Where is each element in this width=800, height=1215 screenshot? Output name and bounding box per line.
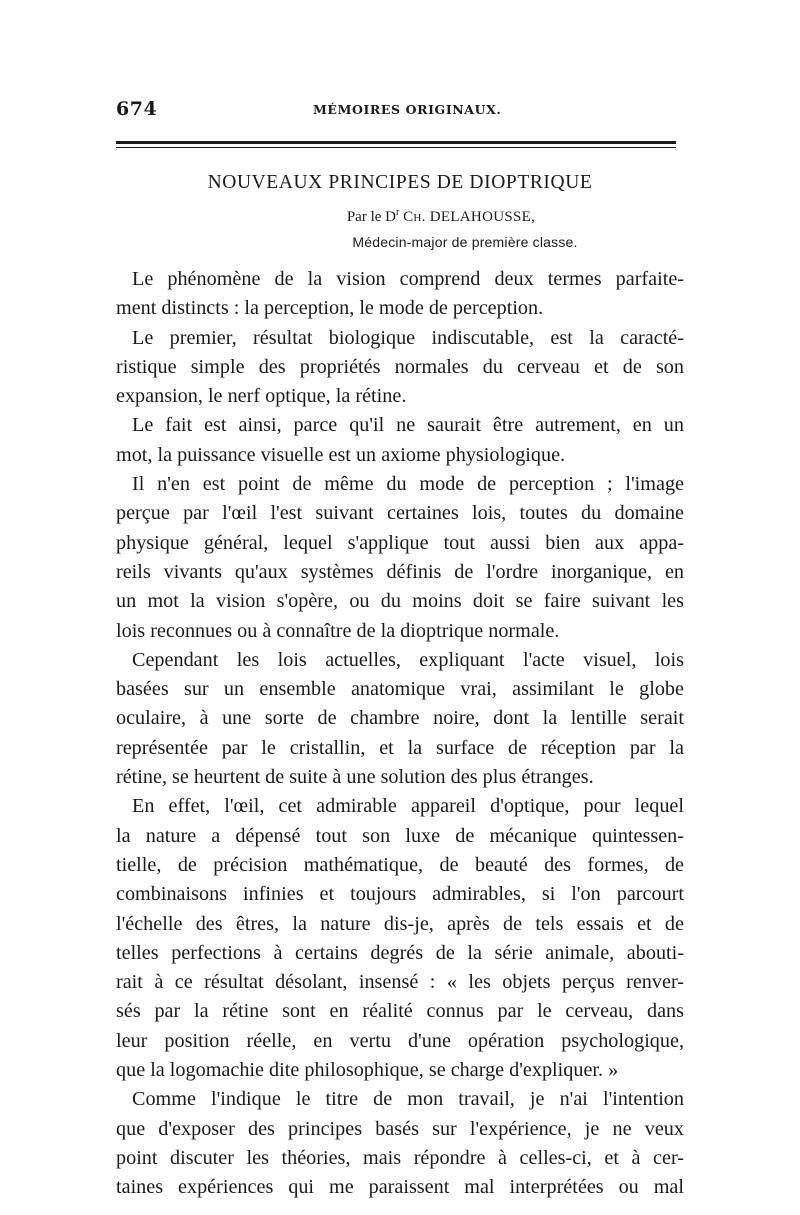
body-line: ment distincts : la perception, le mode de perception.: [116, 297, 544, 320]
body-line: tielle, de précision mathématique, de beauté des formes, de: [116, 853, 684, 876]
body-line: physique général, lequel s'applique tout aussi bien aux appa-: [116, 531, 684, 554]
running-header: [116, 98, 678, 128]
body-line: que d'exposer des principes basés sur l'expérience, je ne veux: [116, 1117, 684, 1140]
page-number: 674: [116, 98, 158, 120]
byline: [0, 209, 800, 226]
body-line: la nature a dépensé tout son luxe de mécanique quintessen-: [116, 824, 684, 847]
body-line: Le fait est ainsi, parce qu'il ne saurait être autrement, en un: [132, 414, 684, 437]
article-title: NOUVEAUX PRINCIPES DE DIOPTRIQUE: [207, 172, 593, 193]
body-line: mot, la puissance visuelle est un axiome physiologique.: [116, 443, 566, 466]
body-line: telles perfections à certains degrés de la série animale, abouti-: [116, 941, 684, 964]
body-line: En effet, l'œil, cet admirable appareil d'optique, pour lequel: [132, 795, 684, 818]
body-line: que la logomachie dite philosophique, se charge d'expliquer. »: [116, 1059, 619, 1082]
body-line: point discuter les théories, mais répondre à celles-ci, et à cer-: [116, 1146, 684, 1169]
byline-superscript: r: [396, 207, 400, 218]
body-line: rétine, se heurtent de suite à une solution des plus étranges.: [116, 766, 594, 789]
body-line: perçue par l'œil l'est suivant certaines lois, toutes du domaine: [116, 502, 684, 525]
body-line: Le phénomène de la vision comprend deux termes parfaite-: [132, 268, 684, 290]
body-line: l'échelle des êtres, la nature dis-je, après de tels essais et de: [116, 912, 684, 935]
body-line: sés par la rétine sont en réalité connus par le cerveau, dans: [116, 1000, 684, 1023]
body-line: combinaisons infinies et toujours admirables, si l'on parcourt: [116, 883, 684, 906]
body-line: leur position réelle, en vertu d'une opération psychologique,: [116, 1029, 684, 1052]
author-affiliation: Médecin-major de première classe.: [352, 234, 578, 250]
body-line: rait à ce résultat désolant, insensé : « les objets perçus renver-: [116, 971, 684, 994]
header-rule-thin: [116, 147, 676, 148]
body-line: lois reconnues ou à connaître de la dioptrique normale.: [116, 619, 560, 642]
body-line: taines expériences qui me paraissent mal interprétées ou mal: [116, 1176, 684, 1199]
author-name: Ch. DELAHOUSSE,: [403, 209, 536, 225]
body-line: basées sur un ensemble anatomique vrai, assimilant le globe: [116, 678, 684, 701]
article-body: [116, 265, 684, 1203]
byline-prefix: Par le D: [346, 209, 396, 225]
body-line: Cependant les lois actuelles, expliquant l'acte visuel, lois: [132, 648, 684, 671]
body-line: oculaire, à une sorte de chambre noire, dont la lentille serait: [116, 707, 684, 730]
body-line: ristique simple des propriétés normales du cerveau et de son: [116, 355, 684, 378]
body-line: représentée par le cristallin, et la surface de réception par la: [116, 736, 684, 759]
body-line: reils vivants qu'aux systèmes définis de l'ordre inorganique, en: [116, 560, 684, 583]
body-line: expansion, le nerf optique, la rétine.: [116, 385, 407, 408]
running-title: MÉMOIRES ORIGINAUX.: [313, 102, 502, 117]
body-line: Le premier, résultat biologique indiscutable, est la caracté-: [132, 326, 684, 349]
header-rule-thick: [116, 141, 676, 144]
body-line: un mot la vision s'opère, ou du moins doit se faire suivant les: [116, 590, 684, 613]
body-line: Il n'en est point de même du mode de perception ; l'image: [132, 473, 684, 496]
body-line: Comme l'indique le titre de mon travail, je n'ai l'intention: [132, 1088, 684, 1111]
